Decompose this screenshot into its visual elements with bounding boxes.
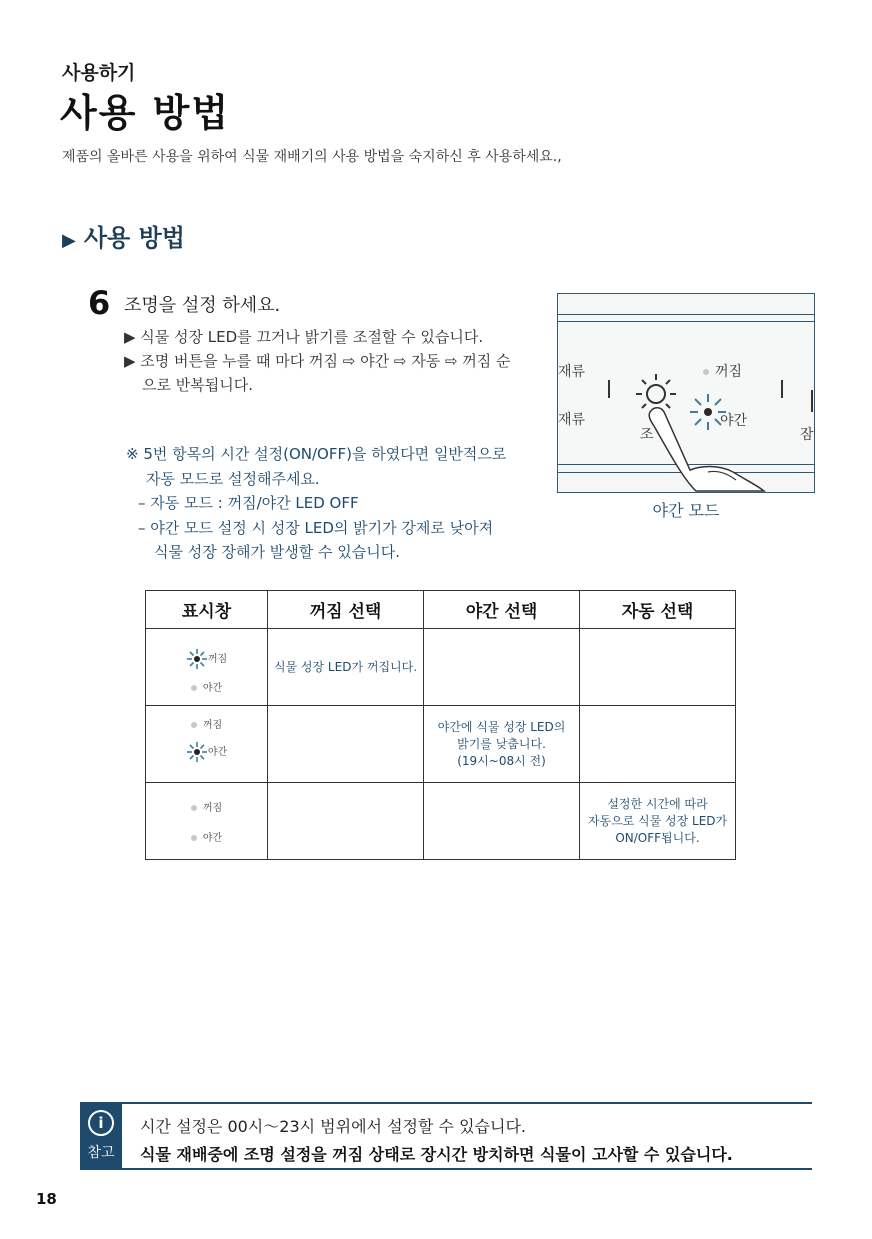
- note-line: ※ 5번 항목의 시간 설정(ON/OFF)을 하였다면 일반적으로: [126, 445, 507, 463]
- cell-line: 밝기를 낮춥니다.: [457, 736, 546, 751]
- indicator-night-label: 야간: [202, 833, 223, 844]
- triangle-marker-icon: ▶: [62, 230, 76, 251]
- tip-warning-text: 식물 재배중에 조명 설정을 꺼짐 상태로 장시간 방치하면 식물이 고사할 수 있습니다.: [140, 1145, 733, 1164]
- intro-text: 제품의 올바른 사용을 위하여 식물 재배기의 사용 방법을 숙지하신 후 사용하세요.,: [62, 149, 562, 165]
- cell-line: 야간에 식물 성장 LED의: [437, 719, 566, 734]
- note-line: – 야간 모드 설정 시 성장 LED의 밝기가 강제로 낮아져: [138, 518, 494, 537]
- note-line: 자동 모드로 설정해주세요.: [146, 469, 320, 488]
- table-header: 야간 선택: [424, 591, 580, 629]
- panel-night-label: 야간: [720, 413, 748, 429]
- panel-partial-label: 잠: [800, 427, 814, 443]
- table-row: [146, 706, 736, 783]
- table-cell: [424, 783, 580, 860]
- panel-label-left-bottom: 재류: [558, 412, 586, 428]
- cell-line: ON/OFF됩니다.: [615, 830, 700, 845]
- bullet-item: ▶ 조명 버튼을 누를 때 마다 꺼짐 ⇨ 야간 ⇨ 자동 ⇨ 꺼짐 순으로 반복됩니다.: [124, 352, 511, 394]
- table-cell: [424, 629, 580, 706]
- dim-dot-icon: [191, 722, 197, 728]
- indicator-off-label: 꺼짐: [202, 720, 223, 731]
- glow-indicator-icon: [186, 741, 208, 763]
- table-cell: [268, 783, 424, 860]
- page-number: 18: [36, 1190, 57, 1208]
- indicator-cell: [146, 629, 268, 706]
- panel-caption: 야간 모드: [652, 501, 720, 520]
- table-cell: 식물 성장 LED가 꺼집니다.: [268, 629, 424, 706]
- tip-label-box: [80, 1104, 122, 1168]
- table-cell: [424, 706, 580, 783]
- table-cell: [580, 783, 736, 860]
- table-cell: [268, 706, 424, 783]
- sub-heading-text: 사용 방법: [83, 224, 185, 252]
- indicator-off-label: 꺼짐: [202, 803, 223, 814]
- cell-line: 설정한 시간에 따라: [607, 796, 708, 811]
- indicator-night-label: 야간: [207, 747, 228, 758]
- sub-heading: [62, 218, 185, 253]
- cell-line: 자동으로 식물 성장 LED가: [587, 813, 728, 828]
- control-panel-illustration: [557, 293, 815, 493]
- tip-label: 참고: [87, 1145, 115, 1161]
- panel-label-left-top: 재류: [558, 364, 586, 380]
- cell-line: (19시~08시 전): [457, 753, 546, 768]
- table-header-row: [146, 591, 736, 629]
- table-row: [146, 629, 736, 706]
- tip-text: 시간 설정은 00시～23시 범위에서 설정할 수 있습니다.: [140, 1117, 526, 1136]
- step-title: 조명을 설정 하세요.: [124, 295, 281, 316]
- info-icon: i: [88, 1110, 114, 1136]
- page-title: 사용 방법: [60, 91, 231, 135]
- night-dot-icon: [704, 408, 712, 416]
- indicator-cell: [146, 706, 268, 783]
- note-line: 식물 성장 장해가 발생할 수 있습니다.: [154, 543, 400, 561]
- dim-dot-icon: [191, 805, 197, 811]
- step-number: 6: [88, 284, 111, 322]
- indicator-night-label: 야간: [202, 683, 223, 694]
- pointing-finger-icon: [649, 408, 764, 491]
- dim-dot-icon: [191, 835, 197, 841]
- panel-artwork: [558, 294, 814, 492]
- caution-note: [126, 442, 546, 565]
- table-cell: [580, 629, 736, 706]
- panel-partial-label: 조: [640, 427, 654, 443]
- glow-indicator-icon: [186, 648, 208, 670]
- table-cell: [580, 706, 736, 783]
- note-line: – 자동 모드 : 꺼짐/야간 LED OFF: [138, 494, 359, 512]
- panel-off-label: 꺼짐: [715, 364, 743, 380]
- dim-dot-icon: [191, 685, 197, 691]
- tip-box: [80, 1102, 812, 1170]
- bullet-item: ▶ 식물 성장 LED를 끄거나 밝기를 조절할 수 있습니다.: [124, 328, 484, 346]
- section-label: 사용하기: [62, 62, 136, 84]
- table-row: [146, 783, 736, 860]
- mode-table: [145, 590, 736, 860]
- indicator-off-label: 꺼짐: [207, 654, 228, 665]
- table-header: 표시창: [146, 591, 268, 629]
- table-header: 꺼짐 선택: [268, 591, 424, 629]
- indicator-cell: [146, 783, 268, 860]
- step-bullets: [124, 325, 524, 397]
- table-header: 자동 선택: [580, 591, 736, 629]
